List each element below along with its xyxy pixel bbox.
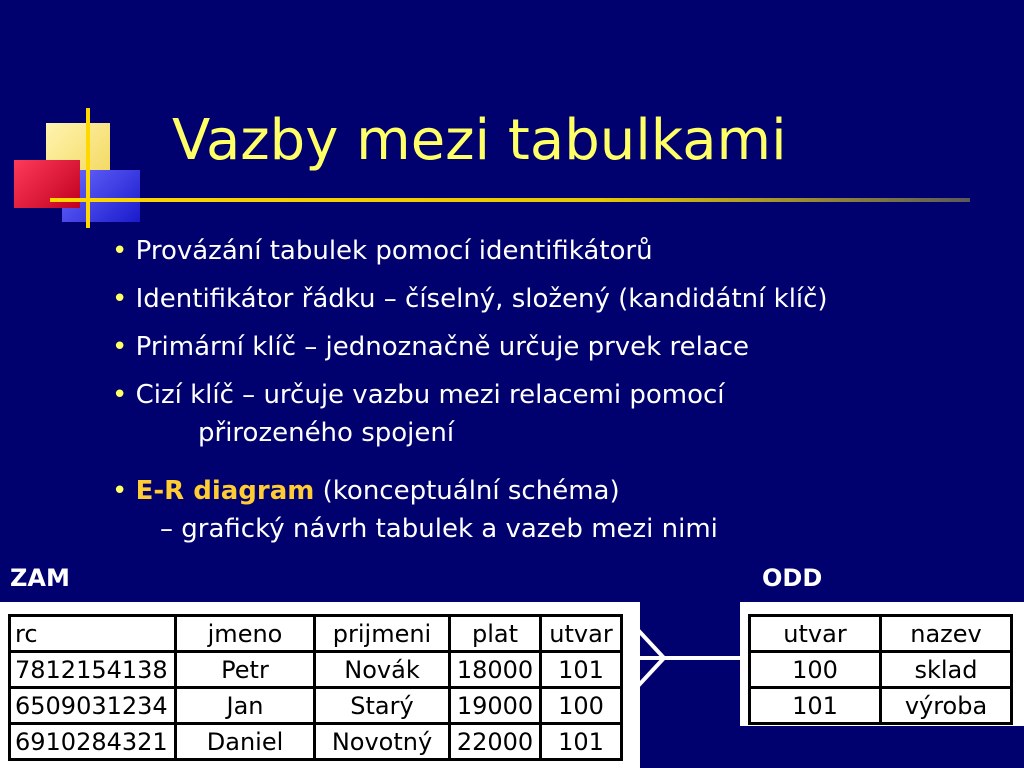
table-header-row xyxy=(750,616,1012,652)
table-label-zam: ZAM xyxy=(10,564,70,592)
table-cell: Starý xyxy=(315,688,450,724)
bullet-item xyxy=(112,376,1012,452)
column-header: plat xyxy=(450,616,541,652)
table-cell: 100 xyxy=(750,652,881,688)
table-cell: 6509031234 xyxy=(10,688,176,724)
bullet-text: Cizí klíč – určuje vazbu mezi relacemi pomocí xyxy=(135,380,725,410)
table-cell: 101 xyxy=(541,724,622,760)
table-row xyxy=(10,652,622,688)
table-cell: 19000 xyxy=(450,688,541,724)
table-cell: Daniel xyxy=(176,724,315,760)
bullet-marker: • xyxy=(112,476,128,506)
zam-table-panel xyxy=(0,602,640,768)
bullet-continuation: – grafický návrh tabulek a vazeb mezi nimi xyxy=(160,514,718,544)
title-underline xyxy=(50,198,970,202)
table-cell: Petr xyxy=(176,652,315,688)
decor-vertical-line xyxy=(86,108,90,228)
slide-title: Vazby mezi tabulkami xyxy=(172,108,787,173)
bullet-text: Identifikátor řádku – číselný, složený (kandidátní klíč) xyxy=(135,284,828,314)
table-cell: výroba xyxy=(881,688,1012,724)
odd-table xyxy=(748,614,1013,725)
column-header: nazev xyxy=(881,616,1012,652)
table-row xyxy=(10,724,622,760)
table-cell: sklad xyxy=(881,652,1012,688)
table-cell: Jan xyxy=(176,688,315,724)
table-cell: 7812154138 xyxy=(10,652,176,688)
column-header: utvar xyxy=(541,616,622,652)
table-row xyxy=(750,688,1012,724)
table-cell: 6910284321 xyxy=(10,724,176,760)
table-row xyxy=(750,652,1012,688)
bullet-item xyxy=(112,232,1012,270)
bullet-item xyxy=(112,472,1012,548)
column-header: utvar xyxy=(750,616,881,652)
odd-table-panel xyxy=(740,602,1024,726)
zam-table xyxy=(8,614,623,761)
table-cell: Novotný xyxy=(315,724,450,760)
table-cell: 22000 xyxy=(450,724,541,760)
bullet-text: Provázání tabulek pomocí identifikátorů xyxy=(135,236,653,266)
column-header: jmeno xyxy=(176,616,315,652)
crowfoot-lower xyxy=(638,658,664,686)
bullet-text: Primární klíč – jednoznačně určuje prvek relace xyxy=(135,332,750,362)
bullet-marker: • xyxy=(112,380,128,410)
bullet-continuation: přirozeného spojení xyxy=(198,418,455,448)
column-header: rc xyxy=(10,616,176,652)
table-cell: 101 xyxy=(750,688,881,724)
table-label-odd: ODD xyxy=(762,564,823,592)
table-cell: 18000 xyxy=(450,652,541,688)
crowfoot-upper xyxy=(638,630,664,658)
table-cell: 100 xyxy=(541,688,622,724)
bullet-item xyxy=(112,280,1012,318)
bullet-list xyxy=(112,232,1012,558)
bullet-highlight: E-R diagram xyxy=(135,476,315,506)
bullet-marker: • xyxy=(112,332,128,362)
bullet-item xyxy=(112,328,1012,366)
bullet-text: (konceptuální schéma) xyxy=(314,476,620,506)
table-cell: 101 xyxy=(541,652,622,688)
table-header-row xyxy=(10,616,622,652)
relationship-connector xyxy=(636,628,746,688)
table-row xyxy=(10,688,622,724)
bullet-marker: • xyxy=(112,236,128,266)
bullet-marker: • xyxy=(112,284,128,314)
table-cell: Novák xyxy=(315,652,450,688)
column-header: prijmeni xyxy=(315,616,450,652)
